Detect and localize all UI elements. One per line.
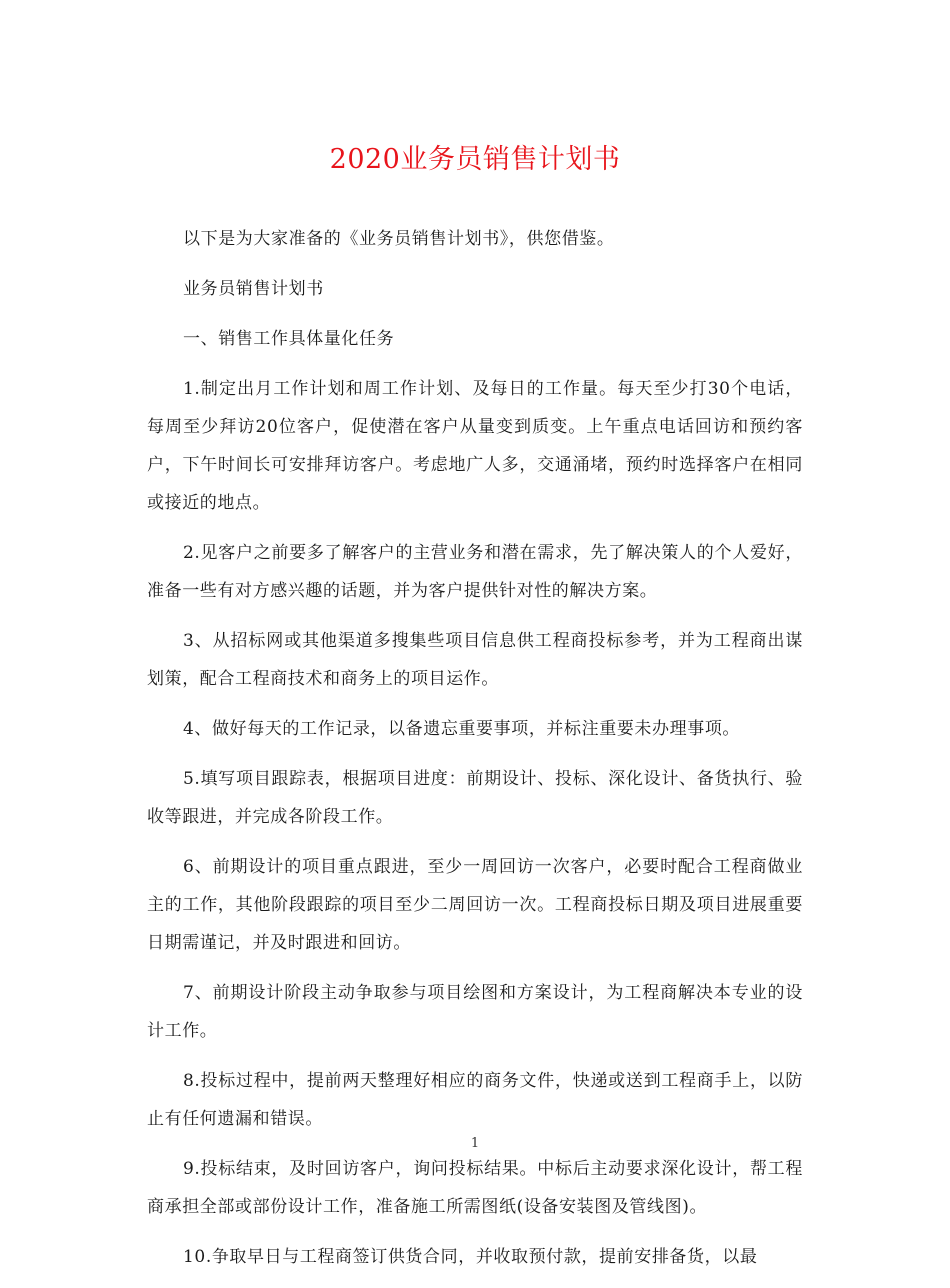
- paragraph-item-3: 3、从招标网或其他渠道多搜集些项目信息供工程商投标参考，并为工程商出谋划策，配合工程商技术和商务上的项目运作。: [147, 631, 803, 689]
- paragraph-item-9: 9.投标结束，及时回访客户，询问投标结果。中标后主动要求深化设计，帮工程商承担全部或部份设计工作，准备施工所需图纸(设备安装图及管线图)。: [147, 1159, 803, 1217]
- page-number: 1: [470, 1136, 480, 1151]
- paragraph-item-2: 2.见客户之前要多了解客户的主营业务和潜在需求，先了解决策人的个人爱好，准备一些有对方感兴趣的话题，并为客户提供针对性的解决方案。: [147, 543, 803, 601]
- paragraph-item-5: 5.填写项目跟踪表，根据项目进度：前期设计、投标、深化设计、备货执行、验收等跟进，并完成各阶段工作。: [147, 769, 803, 827]
- section-heading: 一、销售工作具体量化任务: [183, 329, 395, 349]
- document-title: 2020业务员销售计划书: [329, 144, 621, 175]
- paragraph-item-7: 7、前期设计阶段主动争取参与项目绘图和方案设计，为工程商解决本专业的设计工作。: [147, 983, 803, 1041]
- paragraph-item-8: 8.投标过程中，提前两天整理好相应的商务文件，快递或送到工程商手上，以防止有任何遗漏和错误。: [147, 1071, 803, 1129]
- paragraph-item-6: 6、前期设计的项目重点跟进，至少一周回访一次客户，必要时配合工程商做业主的工作，其他阶段跟踪的项目至少二周回访一次。工程商投标日期及项目进展重要日期需谨记，并及时跟进和回访。: [147, 857, 803, 953]
- paragraph-intro: 以下是为大家准备的《业务员销售计划书》，供您借鉴。: [183, 229, 615, 249]
- paragraph-subtitle: 业务员销售计划书: [183, 279, 324, 299]
- paragraph-item-1: 1.制定出月工作计划和周工作计划、及每日的工作量。每天至少打30个电话，每周至少拜访20位客户，促使潜在客户从量变到质变。上午重点电话回访和预约客户，下午时间长可安排拜访客户。考虑地广人多，交通涌堵，预约时选择客户在相同或接近的地点。: [147, 379, 803, 513]
- document-body: [147, 220, 803, 1288]
- paragraph-item-10: 10.争取早日与工程商签订供货合同，并收取预付款，提前安排备货，以最: [183, 1247, 758, 1267]
- paragraph-item-4: 4、做好每天的工作记录，以备遗忘重要事项，并标注重要未办理事项。: [183, 719, 741, 739]
